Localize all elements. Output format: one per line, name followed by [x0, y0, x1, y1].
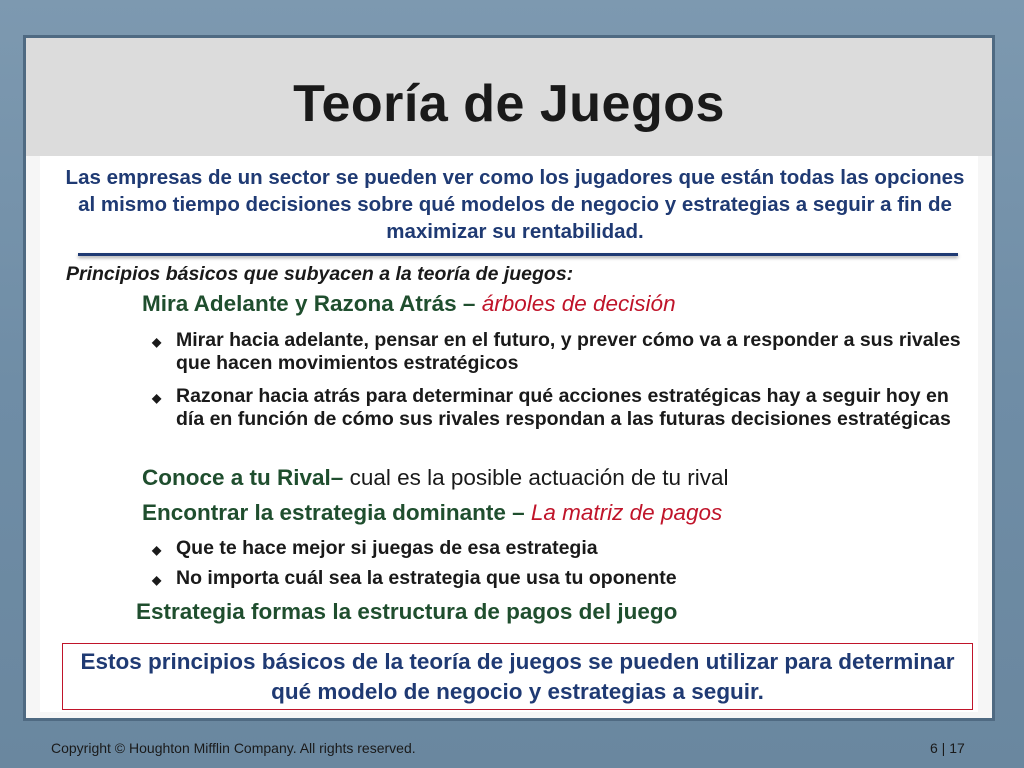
bullet-1-1 [152, 329, 982, 375]
principle-item-4 [100, 599, 677, 625]
bullet-text: Que te hace mejor si juegas de esa estrategia [176, 537, 598, 559]
diamond-bullet-icon: ◆ [152, 335, 162, 349]
diamond-bullet-icon: ◆ [152, 391, 162, 405]
item-sub-3: La matriz de pagos [530, 500, 723, 525]
item-dash-3: – [505, 500, 531, 525]
principle-item-2 [100, 465, 729, 491]
item-title-1: Mira Adelante y Razona Atrás [142, 291, 457, 316]
principle-item-1 [100, 291, 676, 317]
bullet-text: Mirar hacia adelante, pensar en el futuro, y prever cómo va a responder a sus rivales que hacen movimientos estratégicos [176, 329, 961, 374]
callout-box: Estos principios básicos de la teoría de juegos se pueden utilizar para determinar qué modelo de negocio y estrategias a seguir. [62, 643, 973, 710]
slide-title: Teoría de Juegos [293, 75, 725, 133]
item-sub-1: árboles de decisión [481, 291, 676, 316]
page-number: 6 | 17 [930, 740, 965, 756]
item-title-2: Conoce a tu Rival [142, 465, 331, 490]
item-title-3: Encontrar la estrategia dominante [142, 500, 506, 525]
divider [78, 253, 958, 256]
diamond-bullet-icon: ◆ [152, 543, 162, 557]
diamond-bullet-icon: ◆ [152, 573, 162, 587]
bullet-text: No importa cuál sea la estrategia que usa tu oponente [176, 567, 677, 589]
bullet-text: Razonar hacia atrás para determinar qué acciones estratégicas hay a seguir hoy en día en función de cómo sus rivales respondan a las futuras decisiones estratégicas [176, 385, 951, 430]
item-dash-2: – [330, 465, 350, 490]
bullet-3-1 [152, 537, 982, 560]
bullet-3-2 [152, 567, 982, 590]
principles-heading: Principios básicos que subyacen a la teoría de juegos: [66, 263, 574, 285]
copyright-footer: Copyright © Houghton Mifflin Company. All rights reserved. [51, 740, 416, 756]
title-band [26, 38, 992, 156]
bullet-1-2 [152, 385, 982, 431]
principle-item-3 [100, 500, 722, 526]
slide [23, 35, 995, 721]
intro-text: Las empresas de un sector se pueden ver como los jugadores que están todas las opciones al mismo tiempo decisiones sobre qué modelos de negocio y estrategias a seguir a fin de maximizar su rentabilidad. [65, 166, 965, 243]
item-title-4: Estrategia formas la estructura de pagos del juego [136, 599, 678, 624]
item-plain-2: cual es la posible actuación de tu rival [349, 465, 729, 490]
slide-content [40, 156, 978, 712]
item-dash-1: – [456, 291, 482, 316]
